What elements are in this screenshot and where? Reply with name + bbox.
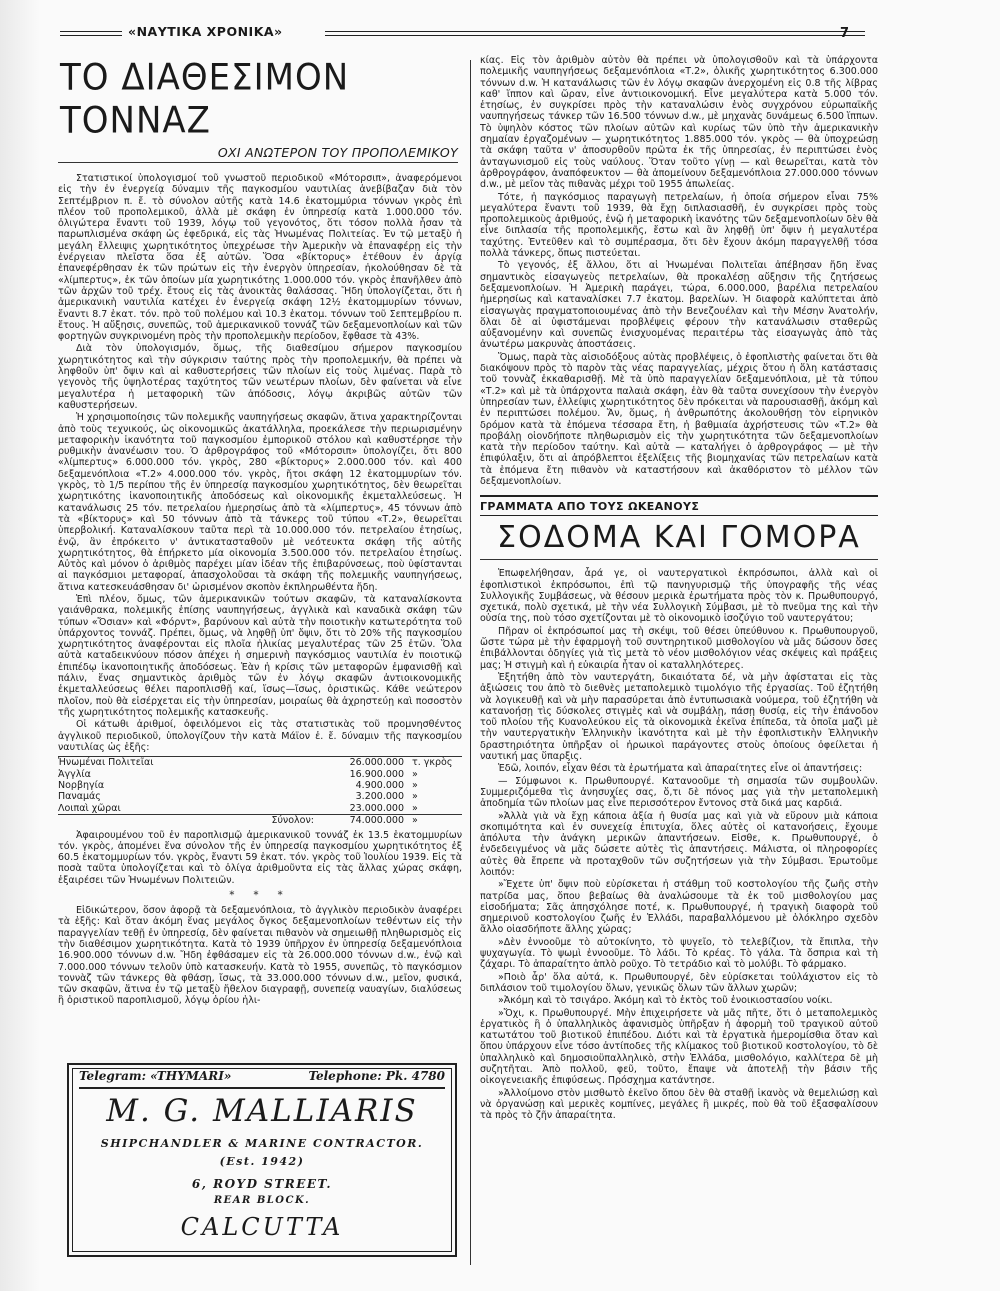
paragraph: Πῆραν οἱ ἐκπρόσωποί μας τὴ σκέψι, τοῦ θέσει ὑπεύθυνου κ. Πρωθυπουργοῦ, ὥστε τώρα μὲ τὴν ἐφαρμογὴ τοῦ συντηρητικοῦ μισθολογίου νὰ μᾶς δώσουν ὅσες ἐπιβάλλονται ὁδηγίες γιὰ τὶς μετὰ τὸ νέον μισθολόγιον νέας σκέψεις καὶ πράξεις μας; Ἡ στιγμὴ καὶ ἡ εὐκαιρία ἦταν οἱ καταλληλότερες. (480, 625, 878, 671)
company-description: SHIPCHANDLER & MARINE CONTRACTOR. (100, 1137, 424, 1150)
paragraph: Ἐπὶ πλέον, ὅμως, τῶν ἀμερικανικῶν τούτων σκαφῶν, τὰ καταναλίσκοντα γαιάνθρακα, πολεμικῆς ἐπίσης ναυπηγήσεως, ἀγγλικὰ καὶ καναδικὰ σκάφη τῶν τύπων «Ὄσιαν» καὶ «Φόρντ», βαρύνουν καὶ αὐτὰ τὴν ποιοτικὴν κατωτερότητα τοῦ ὑπάρχοντος τοννάζ. Πρέπει, ὅμως, νὰ ληφθῇ ὑπ' ὄψιν, ὅτι τὸ 20% τῆς παγκοσμίου χωρητικότητος ἀναφέρονται εἰς πλοῖα ἡλικίας μεγαλυτέρας τῶν 25 ἐτῶν. Ὅλα αὐτὰ καταδεικνύουν πόσον ἀπέχει ἡ σημερινὴ παγκόσμιος ναυτιλία ἐν ποιοτικῷ ἐπιπέδῳ ἱκανοποιητικῆς ἀποδόσεως. Ἐὰν ἡ κρίσις τῶν μεταφορῶν ἐμφανισθῇ καὶ πάλιν, ἕνας σημαντικὸς ἀριθμὸς τῶν ἐν λόγῳ σκαφῶν ἀντιοικονομικῆς ἐκμεταλλεύσεως θέλει παροπλισθῇ καί, ἴσως—ἴσως, ὁριστικῶς. Κάθε νεώτερον πλοῖον, ποὺ θὰ εἰσέρχεται εἰς τὴν ὑπηρεσίαν, μοιραίως θὰ ἀχρηστεύῃ καὶ ποσοστὸν τῆς χωρητικότητος πολεμικῆς κατασκευῆς. (58, 593, 462, 718)
country-cell: Νορβηγία (58, 779, 105, 791)
paragraph: Στατιστικοί ὑπολογισμοί τοῦ γνωστοῦ περιοδικοῦ «Μότορσιπ», ἀναφερόμενοι εἰς τὴν ἐν ἐνεργείᾳ δύναμιν τῆς παγκοσμίου ναυτιλίας ἀνεβίβαζαν διὰ τὸν Σεπτέμβριον π. ἔ. τὸ σύνολον αὐτῆς κατὰ 14.6 ἑκατομμύρια τόννων γκρὸς ἐπὶ πλέον τοῦ προπολεμικοῦ, ἀλλὰ μὲ σκάφη ἐν ὑπηρεσίᾳ κατὰ 1.000.000 τόν. ὀλιγώτερα ἔναντι τοῦ 1939, λόγῳ τοῦ γεγονότος, ὅτι τόσον πολλὰ ἦσαν τὰ παρωπλισμένα σκάφη ὡς ἐφεδρικά, εἰς τὰς Ἡνωμένας Πολιτείας. Ἐν τῷ μεταξὺ ἡ μεγάλη ἔλλειψις χωρητικότητος ὑπεχρέωσε τὴν Ἀμερικὴν νὰ ἐπαναφέρῃ εἰς τὴν ἐνέργειαν πλεῖστα ὅσα ἐξ αὐτῶν. Ὅσα «βίκτορυς» ἐτέθουν ἐν ἀργίᾳ ἐπανεφέρθησαν ἐκ τῶν πρώτων εἰς τὴν ἐνεργὸν ὑπηρεσίαν, ἠκολούθησαν δὲ τὰ «λίμπερτυς», ἐκ τῶν ὁποίων μία χωρητικότης 1.000.000 τόν. γκρὸς ἐπανῆλθεν ἀπὸ τῶν ἀρχῶν τοῦ τρέχ. ἔτους εἰς τὰς ἀνοικτὰς θαλάσσας. Ἤδη ὑπολογίζεται, ὅτι ἡ ἀμερικανικὴ ναυτιλία κατέχει ἐν ἐνεργείᾳ σκάφη 12½ ἑκατομμυρίων τόννων, ἔναντι 8.7 ἑκατ. τόν. πρὸ τοῦ πολέμου καὶ 10.3 ἑκατομ. τόννων τοῦ Σεπτεμβρίου π. ἔτους. Ἡ αὔξησις, συνεπῶς, τοῦ ἀμερικανικοῦ τοννάζ τῶν δεξαμενοπλοίων καὶ τῶν φορτηγῶν συγκρινομένη πρὸς τὴν προπολεμικὴν περίοδον, ἔφθασε τὰ 43%. (58, 173, 462, 343)
total-label: Σύνολον: (58, 815, 324, 827)
street-address: 6, ROYD STREET. (191, 1177, 333, 1191)
unit-cell: » (412, 802, 418, 814)
article-continuation (480, 55, 878, 487)
page-number: 7 (840, 26, 850, 41)
article-headline: ΣΟΔΟΜΑ ΚΑΙ ΓΟΜΟΡΑ (480, 520, 878, 560)
tonnage-table (58, 756, 462, 826)
value-cell: 4.900.000 (355, 779, 404, 791)
paragraph: Τὸ γεγονός, ἐξ ἄλλου, ὅτι αἱ Ἡνωμέναι Πολιτεῖαι ἀπέβησαν ἤδη ἕνας σημαντικὸς εἰσαγωγεὺς πετρελαίων, θὰ προκαλέσῃ αὔξησιν τῆς ζητήσεως δεξαμενοπλοίων. Ἡ Ἀμερικὴ παράγει, τώρα, 6.000.000, βαρέλια πετρελαίου ἡμερησίως καὶ καταναλίσκει 7.7 ἑκατομ. βαρελίων. Ἡ διαφορὰ καλύπτεται ἀπὸ εἰσαγωγὰς πραγματοποιουμένας ἀπὸ τὴν Βενεζουέλαν καὶ τὴν Μέσην Ἀνατολήν, ὅλαι δὲ αἱ ὑφιστάμεναι προβλέψεις φέρουν τὴν κατανάλωσιν σταθερῶς αὐξανομένην καὶ συνεπῶς ἐνισχυομένας περαιτέρω τὰς εἰσαγωγὰς ἀπὸ τὰς ἀνωτέρω μακρυνὰς ἀποστάσεις. (480, 260, 878, 351)
paragraph: »Ἀλλὰ γιὰ νὰ ἔχῃ κάποια ἀξία ἡ θυσία μας καὶ γιὰ νὰ εὕρουν μιὰ κάποια σκοπιμότητα καὶ ἐν συνεχείᾳ ἐπιτυχία, ὅλες αὐτὲς οἱ κατανοήσεις, ἔχουμε ἀπόλυτα τὴν ἀνάγκη μερικῶν ἀπαντήσεων. Εἰσθε, κ. Πρωθυπουργέ, ὁ ἐνδεδειγμένος νὰ μᾶς δώσετε αὐτὲς τὶς ἀπαντήσεις. Μάλιστα, οἱ πληροφορίες αὐτὲς θὰ ἔπρεπε νὰ προταχθοῦν τῶν συζητήσεων γιὰ τὴν Σύμβασι. Ἐρωτοῦμε λοιπόν: (480, 810, 878, 878)
value-cell: 23.000.000 (349, 802, 404, 814)
country-cell: Ἀγγλία (58, 768, 91, 780)
section-separator: * * * (229, 890, 291, 902)
unit-cell: » (412, 768, 418, 780)
telephone-number: Telephone: Pk. 4780 (308, 1069, 445, 1083)
value-cell: 26.000.000 (324, 757, 404, 769)
country-cell: Ἡνωμέναι Πολιτεῖαι (58, 757, 324, 769)
paragraph: — Σύμφωνοι κ. Πρωθυπουργέ. Κατανοοῦμε τὴ σημασία τῶν συμβουλῶν. Συμμεριζόμεθα τὶς ἀνησυχίες σας, ὅ,τι δὲ πόνος μας γιὰ τὴν μεταπολεμικὴ ἀποδημία τῶν πλοίων μας εἶνε περισσότερον ἔντονος στὰ δικά μας καρδιά. (480, 775, 878, 810)
article-body (58, 173, 462, 1007)
paragraph: Ἐξητήθη ἀπὸ τὸν ναυτεργάτη, δικαιότατα δέ, νὰ μὴν ἀφίσταται εἰς τὰς ἀξιώσεις του ἀπὸ τὸ διεθνὲς μεταπολεμικὸ τιμολόγιο τῆς ἐργασίας. Τοῦ ἐζητήθη νὰ λογικευθῇ καὶ νὰ μὴν παρασύρεται ἀπὸ ἐντυπωσιακὰ νούμερα, τοῦ ἐζητήθη νὰ κατανοήσῃ τὶς δύσκολες στιγμὲς καὶ νὰ συμβάλῃ, πάσῃ θυσίᾳ, εἰς τὴν ἐπάνοδον τοῦ πλοίου τῆς Κυανολεύκου εἰς τὰ οἰκονομικὰ ἐκεῖνα ἐπίπεδα, τὰ ὁποῖα μαζὶ μὲ τὴν ναυτεργατικὴν Ἑλληνικὴν ἱκανότητα καὶ μὲ τὴν ἐφοπλιστικὴν Ἑλληνικὴν δραστηριότητα ὑπῆρξαν οἱ ἡρωικοὶ παράγοντες στοὺς ὁποίους ὀφείλεται ἡ ναυτική μας ὕπαρξις. (480, 671, 878, 763)
paragraph: κίας. Εἰς τὸν ἀριθμὸν αὐτὸν θὰ πρέπει νὰ ὑπολογισθοῦν καὶ τὰ ὑπάρχοντα πολεμικῆς ναυπηγήσεως δεξαμενόπλοια «Τ.2», ὁλικῆς χωρητικότητος 6.300.000 τόννων d.w. Ἡ κατανάλωσις τῶν ἐν λόγῳ σκαφῶν ἀνερχομένη εἰς 0.8 τῆς λίβρας καθ' ἵππον καὶ ὥραν, εἶνε ἀντιοικονομική. Εἶνε μεγαλύτερα κατὰ 5.000 τόν. ἐτησίως, ἐν συγκρίσει πρὸς τὴν καταναλώσιν ἑνὸς συγχρόνου εὐρωπαϊκῆς ναυπηγήσεως τάνκερ τῶν 16.500 τόννων d.w., μὲ μηχανὰς δυνάμεως 6.500 ἵππων. Τὸ ὑψηλὸν κόστος τῶν πλοίων αὐτῶν καὶ κυρίως τῶν ὑπὸ τὴν ἀμερικανικὴν σημαίαν ἐργαζομένων — χωρητικότητος 1.885.000 τόν. γκρὸς — θὰ ὑποχρεώσῃ τὰ σκάφη ταῦτα ν' ἀποσυρθοῦν πρῶτα ἐκ τῆς ὑπηρεσίας, ἐν περιπτώσει ἑνὸς ἀνταγωνισμοῦ εἰς τοὺς ναύλους. Ὅταν τοῦτο γίνῃ — καὶ θεωρεῖται, κατὰ τὸν ἀρθρογράφον, ἀναπόφευκτον — θὰ ἀπομείνουν δεξαμενόπλοια 27.000.000 τόννων d.w., μὲ μεῖον τὰς πιθανὰς μέχρι τοῦ 1955 ἀπωλείας. (480, 55, 878, 191)
value-cell: 16.900.000 (349, 768, 404, 780)
paragraph: Ὅμως, παρὰ τὰς αἰσιοδόξους αὐτὰς προβλέψεις, ὁ ἐφοπλιστὴς φαίνεται ὅτι θὰ διακόψουν πρὸς τὸ παρὸν τὰς νέας παραγγελίας, μέχρις ὅτου ἡ ὅλη κατάστασις τοῦ τοννὰζ ἐκκαθαρισθῇ. Μὲ τὰ ὑπὸ παραγγελίαν δεξαμενόπλοια, μὲ τὰ τύπου «Τ.2» καὶ μὲ τὰ ὑπάρχοντα παλαιὰ σκάφη, ἐὰν θὰ ταῦτα συνεχίσουν τὴν ἐνεργὸν ὑπηρεσίαν των, ἐλλείψις χωρητικότητος δὲν πρόκειται νὰ παρουσιασθῇ, ἀκόμη καὶ ἐν περιπτώσει πολέμου. Ἄν, ὅμως, ἡ ἀνθρωπότης ἀκολουθήσῃ τὸν εἰρηνικὸν δρόμον κατὰ τὰ ἑπόμενα τέσσαρα ἔτη, ἡ βαθμιαία ἀχρήστευσις τῶν «Τ.2» θὰ προβάλῃ οἰονδήποτε πληθωρισμὸν εἰς τὴν χωρητικότητα τῶν δεξαμενοπλοίων κατὰ τὴν περίοδον ταύτην. Καὶ αὐτὰ — καταλήγει ὁ ἀρθρογράφος — μὲ τὴν ἐπιφύλαξιν, ὅτι αἱ ἀπρόβλεπτοι ἐξελίξεις τῆς βιομηχανίας τῶν πετρελαίων κατὰ τὰ ἑπόμενα ἔτη πιθανὸν νὰ καταστήσουν καὶ ἀκαθόριστον τὸ μέλλον τῶν δεξαμενοπλοίων. (480, 351, 878, 487)
country-cell: Παναμάς (58, 791, 101, 803)
paragraph: »Ποιὸ ἆρ' ὅλα αὐτά, κ. Πρωθυπουργέ, δὲν εὑρίσκεται τοὐλάχιστον εἰς τὸ διπλάσιον τοῦ τιμολογίου ὅλων, γενικῶς ὅλων τῶν ἄλλων χωρῶν; (480, 971, 878, 994)
paragraph: Ἐπωφελήθησαν, ἆρά γε, οἱ ναυτεργατικοὶ ἐκπρόσωποι, ἀλλὰ καὶ οἱ ἐφοπλιστικοὶ ἐκπρόσωποι, ἐπὶ τῷ πανηγυρισμῷ τῆς ὑπογραφῆς τῆς νέας Συλλογικῆς Συμβάσεως, νὰ θέσουν μερικὰ ἐρωτήματα πρὸς τὸν κ. Πρωθυπουργό, σχετικά, πολὺ σχετικά, μὲ τὴν νέα Συλλογικὴ Σύμβασι, μὲ τὸ πνεῦμα της καὶ τὴν οὐσία της, ποὺ τόσο σχετίζονται μὲ τὸ οἰκονομικὸ ἰσοζύγιο τοῦ ναυτεργάτου; (480, 568, 878, 625)
unit-cell: τ. γκρὸς (404, 757, 462, 769)
article-subheadline: ΟΧΙ ΑΝΩΤΕΡΟΝ ΤΟΥ ΠΡΟΠΟΛΕΜΙΚΟΥ (58, 145, 458, 163)
table-row (58, 791, 462, 802)
table-row (58, 780, 462, 791)
paragraph: Οἱ κάτωθι ἀριθμοί, ὀφειλόμενοι εἰς τὰς στατιστικὰς τοῦ προμνησθέντος ἀγγλικοῦ περιοδικοῦ, ὑπολογίζουν τὴν κατὰ Μάϊον ἐ. ἔ. δύναμιν τῆς παγκοσμίου ναυτιλίας ὡς ἑξῆς: (58, 719, 462, 753)
city-name: CALCUTTA (180, 1213, 344, 1241)
paragraph: Τότε, ἡ παγκόσμιος παραγωγὴ πετρελαίων, ἡ ὁποία σήμερον εἶναι 75% μεγαλύτερα ἔναντι τοῦ 1939, θὰ ἔχῃ διπλασιασθῆ, ἐν συγκρίσει πρὸς τοὺς προπολεμικοὺς ἀριθμούς, ἐνῷ ἡ μεταφορικὴ ἱκανότης τῶν δεξαμενοπλοίων δὲν θὰ εἶνε διπλασία τῆς προπολεμικῆς, ἔστω καὶ ἂν ληφθῇ ὑπ' ὄψιν ἡ μεγαλυτέρα ταχύτης. Ἐντεῦθεν καὶ τὸ συμπέρασμα, ὅτι δὲν ἔχουν ἀκόμη παραγγελθῇ τόσα πολλὰ τάνκερς, ὅπως πιστεύεται. (480, 191, 878, 260)
masthead-rule-left (60, 31, 122, 36)
company-name: M. G. MALLIARIS (106, 1093, 418, 1129)
total-value: 74.000.000 (324, 815, 404, 827)
masthead-rule-right (325, 31, 865, 36)
masthead (60, 24, 840, 48)
paragraph: »Ἀκόμη καὶ τὸ τσιγάρο. Ἀκόμη καὶ τὸ ἐκτὸς τοῦ ἐνοικιοστασίου νοίκι. (498, 995, 833, 1007)
paragraph: Ἐδῶ, λοιπόν, εἶχαν θέσι τὰ ἐρωτήματα καὶ ἀπαραίτητες εἶνε οἱ ἀπαντήσεις: (498, 763, 863, 775)
paragraph: Διὰ τὸν ὑπολογισμόν, ὅμως, τῆς διαθεσίμου σήμερον παγκοσμίου χωρητικότητος καὶ τὴν σύγκρισιν ταύτης πρὸς τὴν προπολεμικήν, θὰ πρέπει νὰ ληφθοῦν ὑπ' ὄψιν καὶ αἱ καθυστερήσεις τῶν πλοίων εἰς τοὺς λιμένας. Παρὰ τὸ γεγονὸς τῆς ὑψηλοτέρας ταχύτητος τῶν νεωτέρων πλοίων, δὲν φαίνεται νὰ εἶνε μεγαλυτέρα ἡ μεταφορικὴ τῶν ἀπόδοσις, λόγῳ ἀκριβῶς αὐτῶν τῶν καθυστερήσεων. (58, 343, 462, 411)
unit-cell: » (412, 791, 418, 803)
address-block: REAR BLOCK. (213, 1195, 311, 1206)
table-row (58, 757, 462, 769)
paragraph: »Ὄχι, κ. Πρωθυπουργέ. Μὴν ἐπιχειρήσετε νὰ μᾶς πῆτε, ὅτι ὁ μεταπολεμικὸς ἐργατικὸς ἢ ὁ ὑπαλληλικὸς ἀφανισμὸς ὑπῆρξαν ἡ ἀφορμὴ τοῦ τραγικοῦ αὐτοῦ κατωτάτου τοῦ βιοτικοῦ ἐπιπέδου. Διότι καὶ τὰ ἐργατικὰ ἡμερομίσθια ὅταν καὶ ὅπου ὑπάρχουν εἶνε τόσο ἀντίποδες τῆς κλίμακος τοῦ βιοτικοῦ κοστολογίου, τὸ δὲ ὑπαλληλικὸ καὶ δημοσιοϋπαλληλικὸ, στὴν Ἑλλάδα, μισθολόγιο, καλλίτερα δὲ μὴ συζητῆται. Ἀπὸ πολλοῦ, φεῦ, τοῦτο, ἔπαψε νὰ ἀποτελῇ τὴν βάσιν τῆς οἰκογενειακῆς ἐπιφύσεως. Πρόσχημα κατάντησε. (480, 1007, 878, 1087)
total-unit: » (404, 815, 462, 827)
column-divider (470, 60, 471, 1265)
paragraph: »Ἔχετε ὑπ' ὄψιν ποὺ εὑρίσκεται ἡ στάθμη τοῦ κοστολογίου τῆς ζωῆς στὴν πατρίδα μας, ὅπου βεβαίως θὰ ἀναλώσουμε τὰ ἐκ τοῦ μισθολογίου μας εἰσοδήματα; Σᾶς ἀπησχόλησε ποτέ, κ. Πρωθυπουργέ, ἡ τραγικὴ διαφορὰ τοῦ σημερινοῦ κοστολογίου ζωῆς ἐν Ἑλλάδι, παραβαλλόμενου μὲ ὁλόκληρο σχεδὸν ἄλλο οἱασδήποτε ἄλλης χώρας; (480, 879, 878, 936)
masthead-title: «ΝΑΥΤΙΚΑ ΧΡΟΝΙΚΑ» (122, 24, 289, 39)
paragraph: »Ἀλλοίμονο στὸν μισθωτὸ ἐκεῖνο ὅπου δὲν θὰ σταθῇ ἱκανὸς νὰ θεμελιώσῃ καὶ νὰ ὀργανώσῃ καὶ μερικὲς κομπίνες, μεγάλες ἢ μικρές, ποὺ θὰ τοῦ ἐξασφαλίσουν τὰ πρὸς τὸ ζῆν ἀπαραίτητα. (480, 1087, 878, 1122)
country-cell: Λοιπαὶ χῶραι (58, 802, 121, 814)
telegram-address: Telegram: «THYMARI» (79, 1069, 232, 1083)
article-body (480, 568, 878, 1121)
unit-cell: » (412, 779, 418, 791)
table-total-row (58, 815, 462, 827)
value-cell: 3.200.000 (355, 791, 404, 803)
page-edge-shadow (0, 0, 40, 1291)
established-year: (Est. 1942) (219, 1155, 305, 1168)
table-row (58, 803, 462, 815)
paragraph: »Δὲν ἐννοοῦμε τὸ αὐτοκίνητο, τὸ ψυγεῖο, τὸ τελεβίζιον, τὰ ἔπιπλα, τὴν ψυχαγωγία. Τὸ ψωμὶ ἐννοοῦμε. Τὸ λάδι. Τὸ κρέας. Τὸ γάλα. Τὰ ὄσπρια καὶ τὴ ζάχαρι. Τὸ ἀπαραίτητο ἁπλὸ ροῦχο. Τὸ τετράδιο καὶ τὸ μολύβι. Τὸ φάρμακο. (480, 936, 878, 971)
article-headline: ΤΟ ΔΙΑΘΕΣΙΜΟΝ ΤΟΝΝΑΖ (60, 55, 350, 143)
table-row (58, 769, 462, 780)
paragraph: Ἡ χρησιμοποίησις τῶν πολεμικῆς ναυπηγήσεως σκαφῶν, ἄτινα χαρακτηρίζονται ἀπὸ τοὺς τεχνικούς, ὡς οἰκονομικῶς ἀκατάλληλα, προεκάλεσε τὴν περιωρισμένην μεταφορικὴν ἱκανότητα τοῦ παγκοσμίου ἐμπορικοῦ στόλου καὶ καθυστέρησε τὴν ρυθμικὴν ἀνανέωσιν του. Ὁ ἀρθρογράφος τοῦ «Μότορσιπ» ὑπολογίζει, ὅτι 800 «λίμπερτυς» 6.000.000 τόν. γκρὸς, 280 «βίκτορυς» 2.000.000 τόν. καὶ 400 δεξαμενόπλοια «Τ.2» 4.000.000 τόν. γκρὸς, ἤτοι σκάφη 12 ἑκατομμυρίων τόν. γκρὸς, τὸ 1/5 περίπου τῆς ἐν ὑπηρεσίᾳ παγκοσμίου χωρητικότητος, δὲν θεωρεῖται χωρητικότης ἱκανοποιητικῆς ἀποδόσεως καὶ οἰκονομικῆς ἐκμεταλλεύσεως. Ἡ κατανάλωσις 25 τόν. πετρελαίου ἡμερησίως ἀπὸ τὰ «λίμπερτυς», 45 τόννων ἀπὸ τὰ «βίκτορυς» καὶ 50 τόννων ἀπὸ τὰ τάνκερς τοῦ τύπου «Τ.2», θεωρεῖται ὑπερβολική. Καταναλίσκουν ταῦτα περὶ τὰ 10.000.000 τόν. πετρελαίου ἐτησίως, ἐνῷ, ἂν ἐπρόκειτο ν' ἀντικατασταθοῦν μὲ νεότευκτα σκάφη τῆς αὐτῆς χωρητικότητος, θὰ ἐπήρκετο μία οἰκονομία 3.500.000 τόν. πετρελαίου ἐτησίως. Αὐτὸς καὶ μόνον ὁ ἀριθμὸς παρέχει μίαν ἰδέαν τῆς ἐπιβαρύνσεως, ποὺ ὑφίστανται αἱ παγκόσμιοι μεταφοραί, ἀπασχολοῦσαι τὰ σκάφη τῆς πολεμικῆς ναυπηγήσεως, ἄτινα κατεσκευάσθησαν δι' ὡρισμένον σκοπὸν ἐκπληρωθέντα ἤδη. (58, 412, 462, 593)
section-label: ΓΡΑΜΜΑΤΑ ΑΠΟ ΤΟΥΣ ΩΚΕΑΝΟΥΣ (480, 495, 878, 516)
paragraph: Ἀφαιρουμένου τοῦ ἐν παροπλισμῷ ἀμερικανικοῦ τοννάζ ἐκ 13.5 ἑκατομμυρίων τόν. γκρὸς, ἀπομένει ἕνα σύνολον τῆς ἐν ὑπηρεσίᾳ παγκοσμίου χωρητικότητος ἐξ 60.5 ἑκατομμυρίων τόν. γκρὸς, ἔναντι 59 ἑκατ. τόν. γκρὸς τοῦ Ἰουλίου 1939. Εἰς τὰ ποσὰ ταῦτα ὑπολογίζεται καὶ τὸ ὀλίγα ἀριθμοῦντα εἰς τὰς ἄλλας χώρας σκάφη, ἐξαιρέσει τῶν Ἡνωμένων Πολιτειῶν. (58, 829, 462, 886)
paragraph: Εἰδικώτερον, ὅσον ἀφορᾷ τὰ δεξαμενόπλοια, τὸ ἀγγλικὸν περιοδικὸν ἀναφέρει τὰ ἑξῆς: Καὶ ὅταν ἀκόμη ἕνας μεγάλος ὄγκος δεξαμενοπλοίων τεθέντων εἰς τὴν παραγγελίαν τεθῇ ἐν ὑπηρεσίᾳ, δὲν φαίνεται πιθανὸν νὰ σημειωθῇ πληθωρισμὸς εἰς τὴν διαθέσιμον χωρητικότητα. Κατὰ τὸ 1939 ὑπῆρχον ἐν ὑπηρεσίᾳ δεξαμενόπλοια 16.900.000 τόννων d.w. Ἤδη ἐφθάσαμεν εἰς τὰ 26.000.000 τόννων d.w., ἐνῷ καὶ 7.000.000 τόννων τελοῦν ὑπὸ κατασκευήν. Κατὰ τὸ 1955, συνεπῶς, τὸ παγκόσμιον τοννὰζ τῶν τάνκερς θὰ φθάσῃ, ἴσως, τὰ 33.000.000 τόννων d.w., μεῖον, φυσικά, τῶν σκαφῶν, ἅτινα ἐν τῷ μεταξὺ ἤθελον διαγραφῇ, συνεπείᾳ ναυαγίων, διαλύσεως ἢ ὁριστικοῦ παροπλισμοῦ, λόγῳ ὁρίου ἡλι- (58, 905, 462, 1007)
advertisement-box (67, 1063, 457, 1257)
advertisement-contact-line (79, 1069, 445, 1089)
right-column (480, 55, 878, 1265)
